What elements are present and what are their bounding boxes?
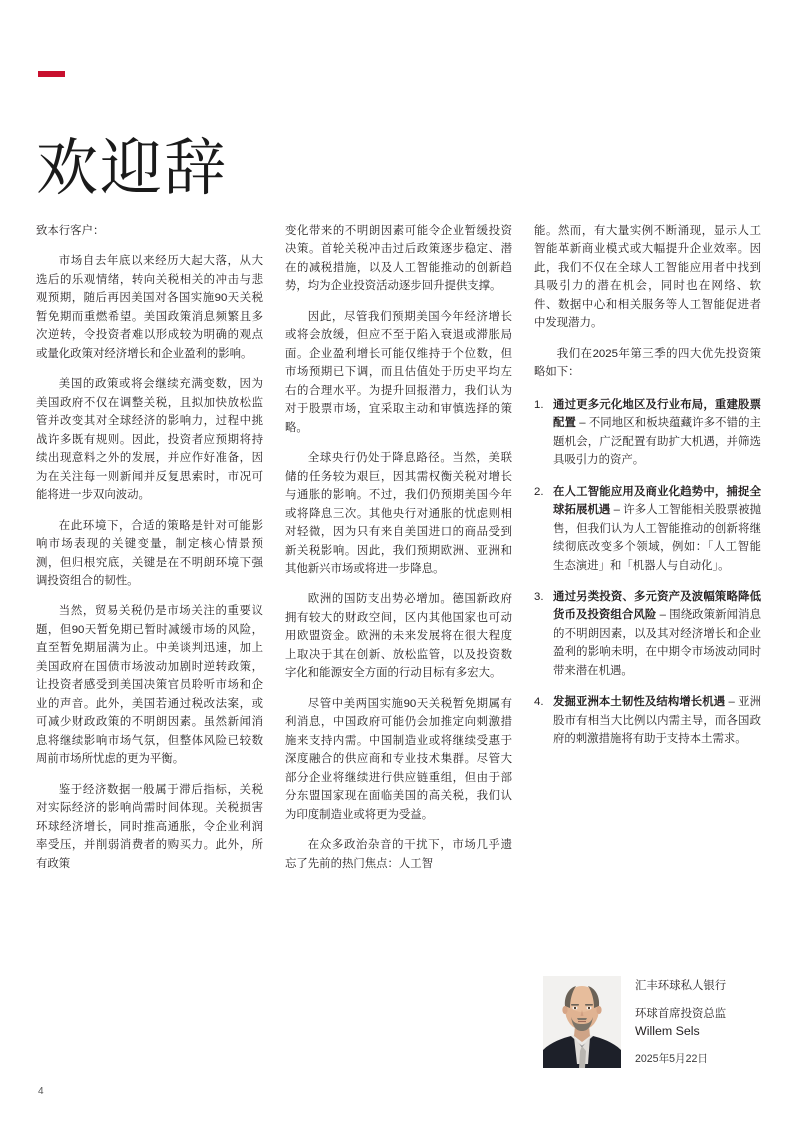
paragraph: 当然，贸易关税仍是市场关注的重要议题，但90天暂免期已暂时减缓市场的风险，直至暂免期届满为止。中美谈判迅速，加上美国政府在国债市场波动加剧时逆转政策，让投资者感受到美国决策官员聆听市场和企业的声音。此外，美国若通过税改法案，或可减少财政政策的不明朗因素。虽然新闻消息将继续影响市场气氛，但整体风险已较数周前市场所忧虑的更为平衡。 bbox=[36, 605, 263, 766]
paragraph: 变化带来的不明朗因素可能令企业暂缓投资决策。首轮关税冲击过后政策逐步稳定、潜在的减税措施，以及人工智能推动的创新趋势，均为企业投资活动逐步回升提供支撑。 bbox=[285, 225, 512, 293]
list-item bbox=[534, 396, 761, 470]
list-item bbox=[534, 588, 761, 680]
strategies-intro: 我们在2025年第三季的四大优先投资策略如下： bbox=[534, 347, 761, 379]
strategy-heading: 通过更多元化地区及行业布局，重建股票配置 bbox=[553, 398, 761, 430]
strategy-heading: 发掘亚洲本土韧性及结构增长机遇 bbox=[553, 696, 726, 709]
paragraph: 尽管中美两国实施90天关税暂免期属有利消息，中国政府可能仍会加推定向刺激措施来支持内需。中国制造业或将继续受惠于深度融合的供应商和专业技术集群。尽管大部分企业将继续进行供应链重组，但由于部分东盟国家现在面临美国的高关税，我们认为印度制造业或将更为受益。 bbox=[285, 697, 512, 821]
list-item bbox=[534, 693, 761, 748]
red-accent-bar bbox=[38, 71, 65, 77]
portrait-photo-graphic bbox=[543, 976, 621, 1068]
paragraph: 在此环境下，合适的策略是针对可能影响市场表现的关键变量，制定核心情景预测，但归根究底，关键是在不明朗环境下强调投资组合的韧性。 bbox=[36, 519, 263, 587]
list-item bbox=[534, 483, 761, 575]
strategy-body: – 许多人工智能相关股票被抛售，但我们认为人工智能推动的创新将继续彻底改变多个领域，例如：「人工智能生态演进」和「机器人与自动化」。 bbox=[553, 504, 761, 572]
paragraph: 能。然而，有大量实例不断涌现，显示人工智能革新商业模式或大幅提升企业效率。因此，我们不仅在全球人工智能应用者中找到具吸引力的潜在机会，同时也在网络、软件、数据中心和相关服务等人工智能促进者中发现潜力。 bbox=[534, 225, 761, 330]
page-number: 4 bbox=[38, 1086, 44, 1097]
paragraph: 美国的政策或将会继续充满变数，因为美国政府不仅在调整关税，且拟加快放松监管并改变其对全球经济的影响力，过程中挑战许多既有规则。因此，投资者应预期将持续出现意料之外的发展，并应作好准备，因为在关注每一则新闻并反复思索时，市况可能将进一步双向波动。 bbox=[36, 378, 263, 502]
paragraph: 全球央行仍处于降息路径。当然，美联储的任务较为艰巨，因其需权衡关税对增长与通胀的影响。不过，我们仍预期美国今年或将降息三次。其他央行对通胀的忧虑则相对轻微，因为只有来自美国进口的商品受到新关税影响。因此，我们预期欧洲、亚洲和其他新兴市场或将进一步降息。 bbox=[285, 452, 512, 575]
signature-block bbox=[543, 976, 763, 1068]
signature-role: 环球首席投资总监 bbox=[635, 1008, 727, 1021]
strategy-heading: 通过另类投资、多元资产及波幅策略降低货币及投资组合风险 bbox=[553, 590, 761, 622]
signature-name: Willem Sels bbox=[635, 1024, 700, 1039]
strategy-heading: 在人工智能应用及商业化趋势中，捕捉全球拓展机遇 bbox=[553, 485, 761, 517]
paragraph: 因此，尽管我们预期美国今年经济增长或将会放缓，但应不至于陷入衰退或滞胀局面。企业盈利增长可能仅维持于个位数，但市场预期已下调，而且估值处于历史平均左右的合理水平。为提升回报潜力，我们认为对于股票市场，宜采取主动和审慎选择的策略。 bbox=[285, 310, 512, 434]
strategy-body: – 围绕政策新闻消息的不明朗因素，以及其对经济增长和企业盈利的影响未明，在中期令市场波动同时带来潜在机遇。 bbox=[553, 609, 761, 677]
paragraph: 鉴于经济数据一般属于滞后指标，关税对实际经济的影响尚需时间体现。关税损害环球经济增长，同时推高通胀，令企业利润率受压，并削弱消费者的购买力。此外，所有政策 bbox=[36, 783, 263, 870]
paragraph: 市场自去年底以来经历大起大落，从大选后的乐观情绪，转向关税相关的冲击与悲观预期，随后再因美国对各国实施90天关税暂免期而重燃希望。美国政策消息频繁且多次逆转，令投资者难以形成较为明确的观点或量化政策对经济增长和企业盈利的影响。 bbox=[36, 255, 263, 360]
strategy-list bbox=[534, 396, 761, 749]
column-three bbox=[534, 222, 761, 885]
strategy-body: – 亚洲股市有相当大比例以内需主导，而各国政府的刺激措施将有助于支持本土需求。 bbox=[553, 696, 761, 746]
article-columns bbox=[36, 222, 762, 885]
signature-text bbox=[635, 976, 726, 1068]
strategy-body: – 不同地区和板块蕴藏许多不错的主题机会，广泛配置有助扩大机遇，并筛选具吸引力的资产。 bbox=[553, 417, 761, 467]
paragraph: 欧洲的国防支出势必增加。德国新政府拥有较大的财政空间，区内其他国家也可动用欧盟资金。欧洲的未来发展将在很大程度上取决于其在创新、放松监管，以及投资数字化和能源安全方面的行动目标有多宏大。 bbox=[285, 593, 512, 680]
salutation: 致本行客户： bbox=[36, 225, 105, 237]
column-one bbox=[36, 222, 263, 885]
paragraph: 在众多政治杂音的干扰下，市场几乎遗忘了先前的热门焦点：人工智 bbox=[285, 839, 512, 870]
signature-organization: 汇丰环球私人银行 bbox=[635, 980, 727, 992]
avatar bbox=[543, 976, 621, 1068]
column-two bbox=[285, 222, 512, 885]
signature-date: 2025年5月22日 bbox=[635, 1053, 709, 1066]
page-title: 欢迎辞 bbox=[36, 130, 229, 204]
